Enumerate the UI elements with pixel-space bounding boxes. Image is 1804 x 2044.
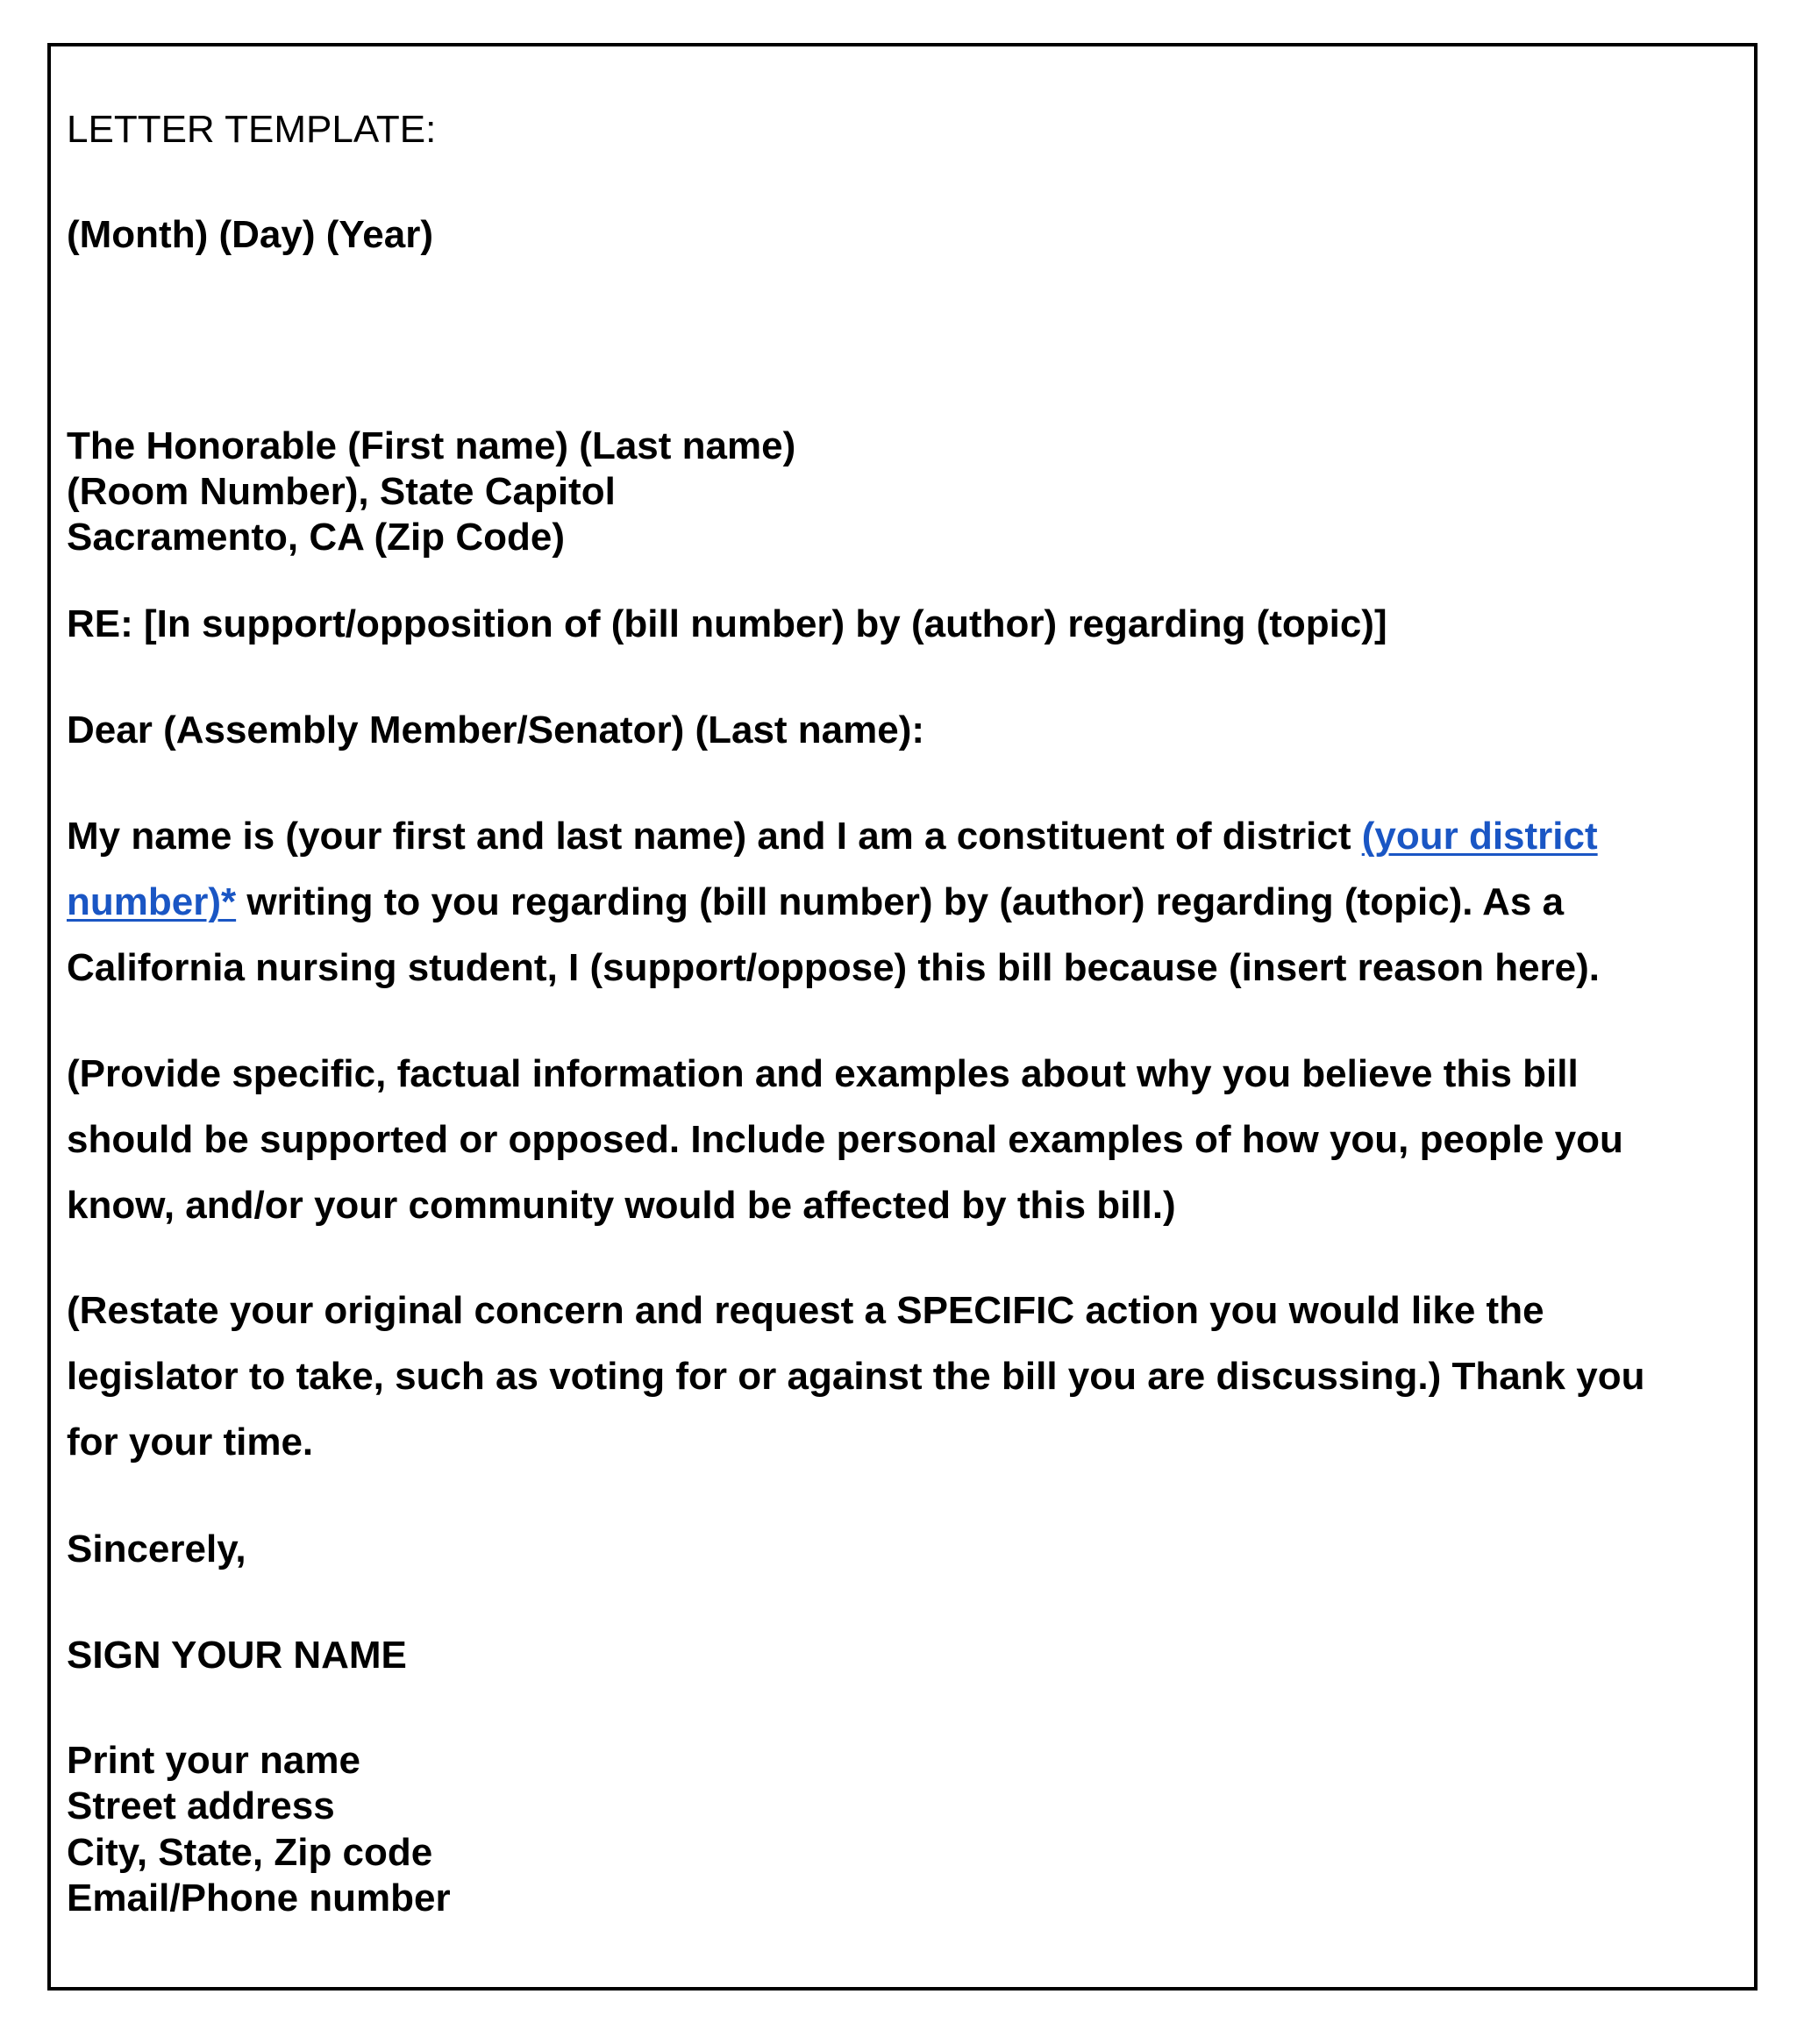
recipient-name: The Honorable (First name) (Last name) xyxy=(67,424,796,467)
sender-street: Street address xyxy=(67,1784,335,1827)
body-paragraph-2: (Provide specific, factual information and examples about why you believe this bill should be supported or opposed. Include personal examples of how you, people you know, and/or your community would be affected by this bill.) xyxy=(67,1052,1623,1227)
recipient-room: (Room Number), State Capitol xyxy=(67,470,616,513)
sender-name: Print your name xyxy=(67,1739,360,1782)
salutation: Dear (Assembly Member/Senator) (Last name): xyxy=(67,709,925,751)
body-paragraph-1 xyxy=(67,803,1707,1001)
sender-city-state-zip: City, State, Zip code xyxy=(67,1831,433,1874)
date-line: (Month) (Day) (Year) xyxy=(67,213,433,256)
closing: Sincerely, xyxy=(67,1528,246,1570)
subject-line: RE: [In support/opposition of (bill number) by (author) regarding (topic)] xyxy=(67,602,1387,645)
recipient-city: Sacramento, CA (Zip Code) xyxy=(67,516,565,559)
body-paragraph-1-end: writing to you regarding (bill number) by (author) regarding (topic). As a California nursing student, I (support/oppose) this bill because (insert reason here). xyxy=(67,880,1601,989)
body-paragraph-1-start: My name is (your first and last name) and I am a constituent of district xyxy=(67,815,1362,858)
sender-contact: Email/Phone number xyxy=(67,1877,451,1919)
letter-frame xyxy=(47,43,1758,1991)
signature-placeholder: SIGN YOUR NAME xyxy=(67,1634,407,1677)
body-paragraph-3: (Restate your original concern and request a SPECIFIC action you would like the legislator to take, such as voting for or against the bill you are discussing.) Thank you for your time. xyxy=(67,1289,1645,1464)
district-number-link[interactable]: (your district number)* xyxy=(67,815,1598,923)
template-title: LETTER TEMPLATE: xyxy=(67,108,437,151)
